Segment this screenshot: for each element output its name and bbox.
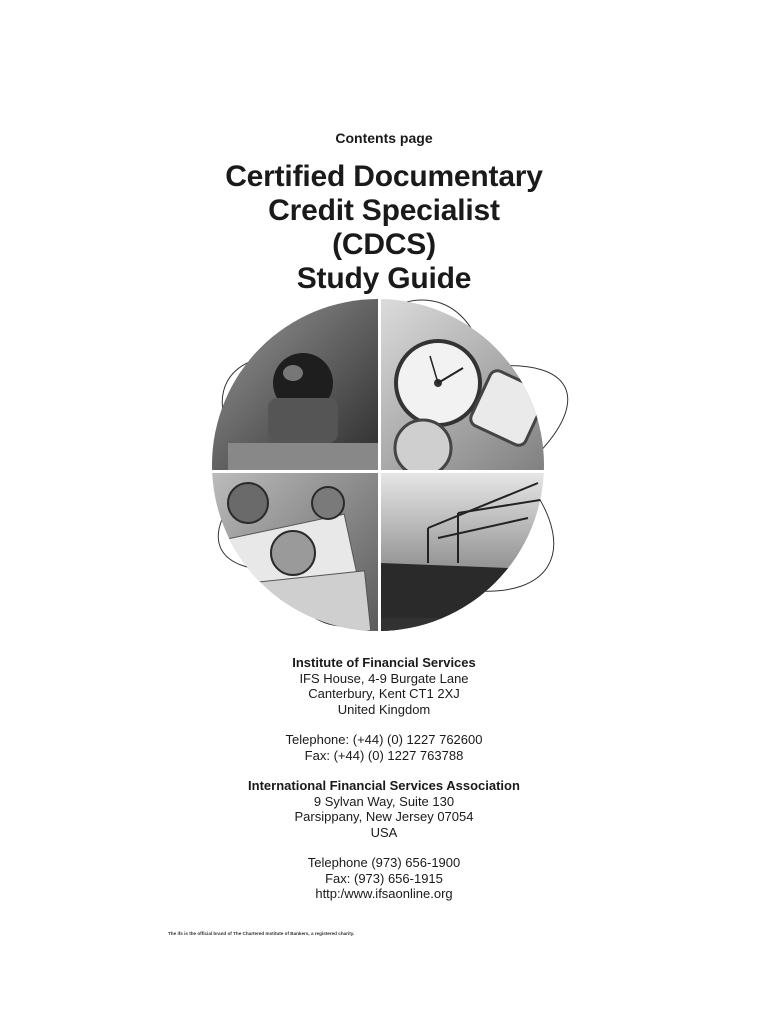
ifs-telephone: Telephone: (+44) (0) 1227 762600 [285, 732, 483, 747]
spacer [0, 840, 768, 855]
cover-illustration-globe [208, 298, 582, 650]
cargo-ship-crane-icon [380, 473, 582, 650]
title-line-4: Study Guide [296, 262, 472, 295]
document-title [0, 160, 768, 296]
ifsa-fax: Fax: (973) 656-1915 [325, 870, 443, 886]
ifs-fax: Fax: (+44) (0) 1227 763788 [304, 747, 464, 763]
bottle-icon [208, 298, 378, 471]
spacer [0, 763, 768, 778]
ifsa-telephone: Telephone (973) 656-1900 [307, 855, 461, 870]
ifs-name: Institute of Financial Services [292, 655, 476, 670]
footnote: The ifs is the official brand of The Chartered Institute of Bankers, a registered charity. [168, 931, 355, 936]
ifsa-address-line-1: 9 Sylvan Way, Suite 130 [313, 793, 455, 809]
ifsa-address-line-2: Parsippany, New Jersey 07054 [294, 809, 474, 824]
ifsa-name: International Financial Services Association [248, 778, 520, 793]
title-line-3: (CDCS) [332, 228, 436, 261]
ifs-address-line-2: Canterbury, Kent CT1 2XJ [308, 686, 460, 701]
ifs-address-line-3: United Kingdom [337, 701, 431, 717]
ifsa-address-line-3: USA [370, 824, 398, 840]
title-line-1: Certified Documentary [225, 160, 543, 193]
title-line-2: Credit Specialist [268, 194, 500, 227]
ifs-address-line-1: IFS House, 4-9 Burgate Lane [299, 670, 469, 686]
spacer [0, 717, 768, 732]
ifsa-website-link[interactable]: http:/www.ifsaonline.org [315, 886, 453, 901]
contact-details [0, 655, 768, 902]
contents-page-label: Contents page [335, 130, 433, 146]
stopwatch-icon [380, 298, 582, 476]
